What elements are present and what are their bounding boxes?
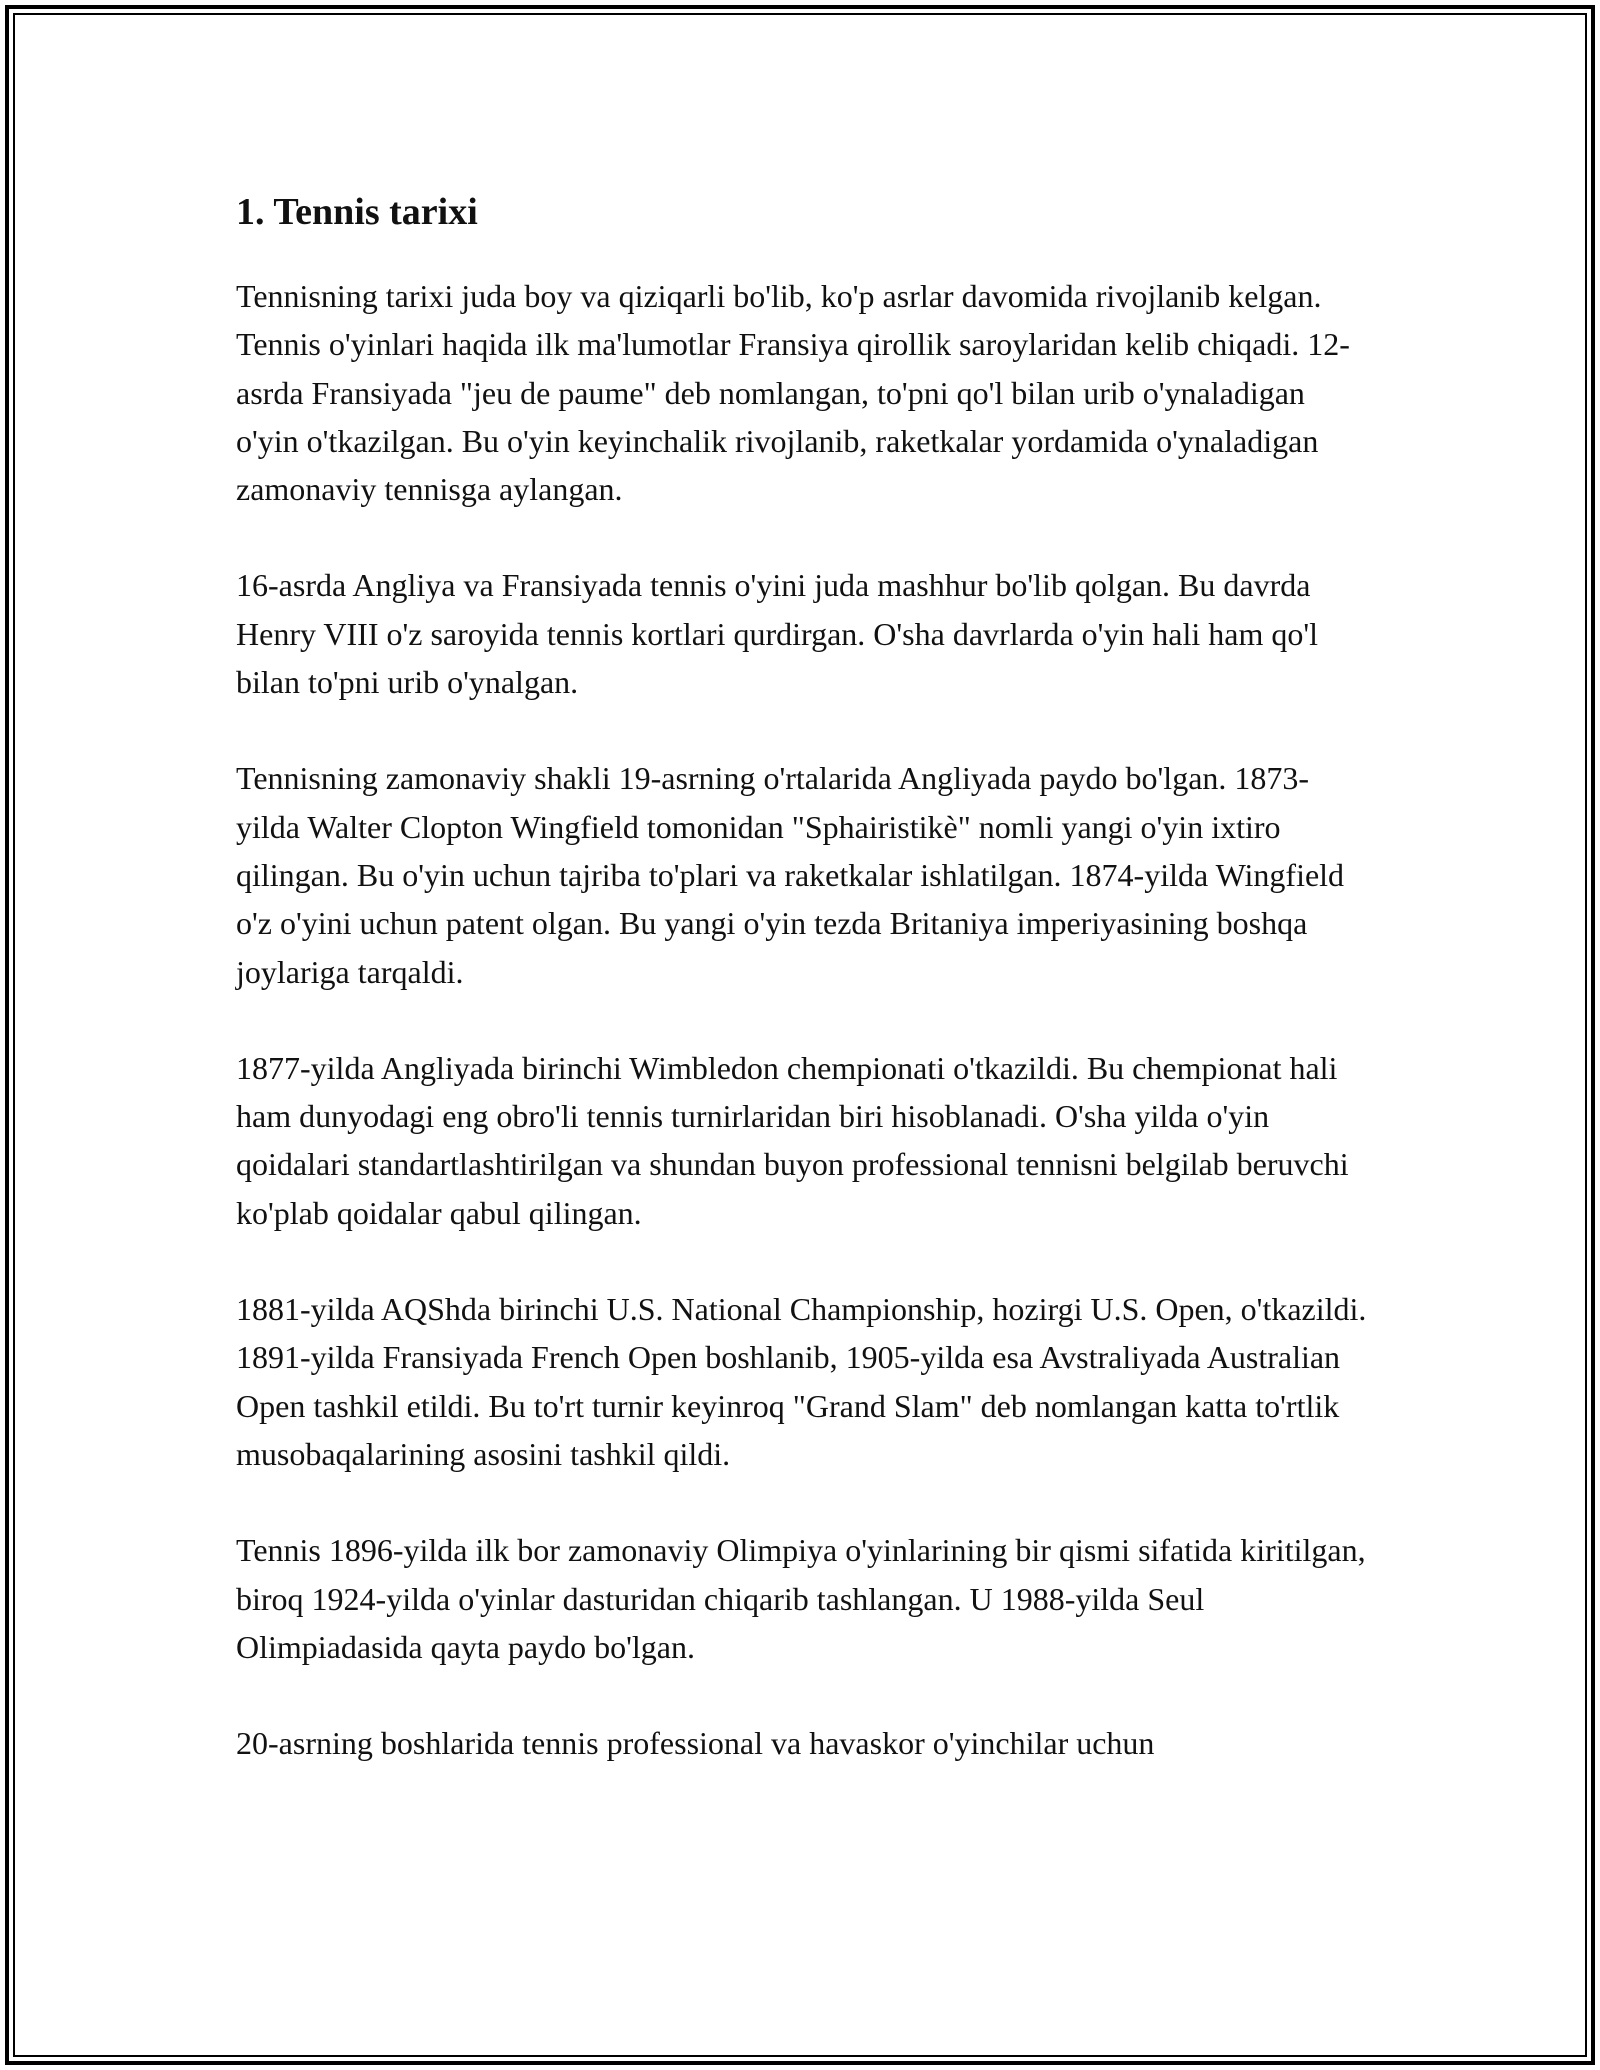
paragraph-4: 1877-yilda Angliyada birinchi Wimbledon chempionati o'tkazildi. Bu chempionat hali ham dunyodagi eng obro'li tennis turnirlaridan biri hisoblanadi. O'sha yilda o'yin qoidalari standartlashtirilgan va shundan buyon professional tennisni belgilab beruvchi ko'plab qoidalar qabul qilingan.	[236, 1049, 1349, 1231]
document-body	[236, 188, 1368, 1815]
paragraph-1: Tennisning tarixi juda boy va qiziqarli bo'lib, ko'p asrlar davomida rivojlanib kelgan. Tennis o'yinlari haqida ilk ma'lumotlar Fransiya qirollik saroylaridan kelib chiqadi. 12-asrda Fransiyada "jeu de paume" deb nomlangan, to'pni qo'l bilan urib o'ynaladigan o'yin o'tkazilgan. Bu o'yin keyinchalik rivojlanib, raketkalar yordamida o'ynaladigan zamonaviy tennisga aylangan.	[236, 278, 1350, 508]
paragraph-3: Tennisning zamonaviy shakli 19-asrning o'rtalarida Angliyada paydo bo'lgan. 1873-yilda Walter Clopton Wingfield tomonidan "Sphairistikè" nomli yangi o'yin ixtiro qilingan. Bu o'yin uchun tajriba to'plari va raketkalar ishlatilgan. 1874-yilda Wingfield o'z o'yini uchun patent olgan. Bu yangi o'yin tezda Britaniya imperiyasining boshqa joylariga tarqaldi.	[236, 760, 1345, 990]
section-heading: 1. Tennis tarixi	[236, 191, 478, 233]
paragraph-6: Tennis 1896-yilda ilk bor zamonaviy Olimpiya o'yinlarining bir qismi sifatida kiritilgan, biroq 1924-yilda o'yinlar dasturidan chiqarib tashlangan. U 1988-yilda Seul Olimpiadasida qayta paydo bo'lgan.	[236, 1532, 1366, 1665]
paragraph-7: 20-asrning boshlarida tennis professional va havaskor o'yinchilar uchun	[236, 1725, 1155, 1762]
paragraph-2: 16-asrda Angliya va Fransiyada tennis o'yini juda mashhur bo'lib qolgan. Bu davrda Henry VIII o'z saroyida tennis kortlari qurdirgan. O'sha davrlarda o'yin hali ham qo'l bilan to'pni urib o'ynalgan.	[236, 567, 1319, 701]
paragraph-5: 1881-yilda AQShda birinchi U.S. National Championship, hozirgi U.S. Open, o'tkazildi. 1891-yilda Fransiyada French Open boshlanib, 1905-yilda esa Avstraliyada Australian Open tashkil etildi. Bu to'rt turnir keyinroq "Grand Slam" deb nomlangan katta to'rtlik musobaqalarining asosini tashkil qildi.	[236, 1291, 1367, 1472]
